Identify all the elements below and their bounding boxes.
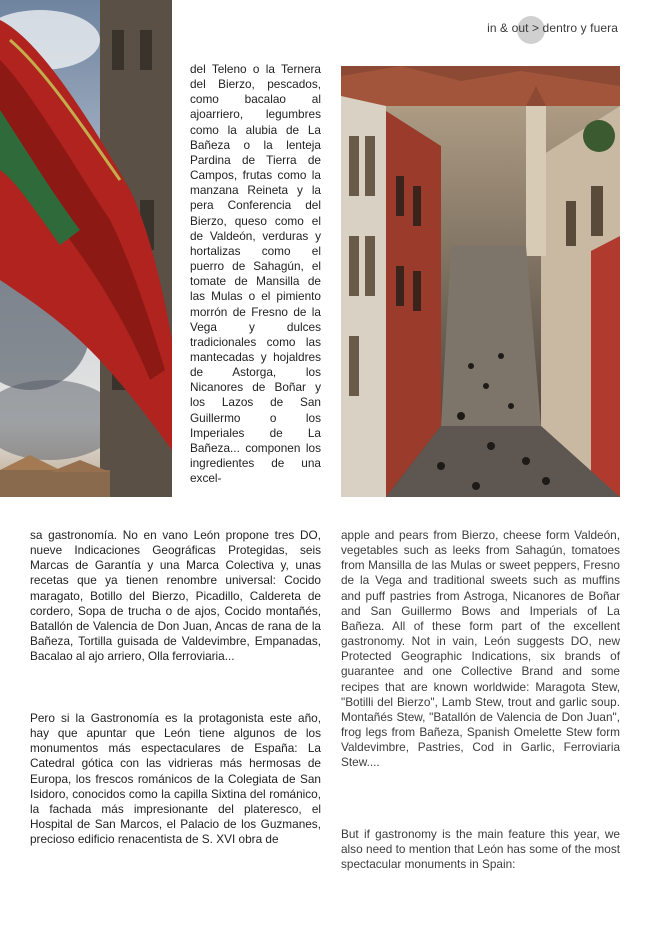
article-en-gastronomy: apple and pears from Bierzo, cheese form Valdeón, vegetables such as leeks from Sahagún, tomatoes from Mansilla de las Mulas or sweet peppers, Fresno de la Vega and traditional sweets such as muffins and puff pastries from Astroga, Nicanores de Boñar and San Guillermo Bows and Imperials of La Bañeza. All of these form part of the excellent gastronomy. Not in vain, León suggests DO, new Protected Geographic Indications, six brands of guarantee and one Collective Brand and some recipes that are known worldwide: Maragota Stew, "Botilli del Bierzo", Lamb Stew, trout and garlic soup. Montañés Stew, "Batallón de Valencia de Don Juan", frog legs from Bañeza, Spanish Omelette Stew form Valdevimbre, Pastries, Cod in Garlic, Ferroviaria Stew....: [341, 528, 620, 770]
section-label: [487, 21, 618, 35]
street-photo: [341, 66, 620, 497]
section-prefix: in & out: [487, 21, 529, 35]
article-es-gastronomy: sa gastronomía. No en vano León propone tres DO, nueve Indicaciones Geográficas Protegidas, seis Marcas de Garantía y una Marca Colectiva y, unas recetas que ya tienen renombre universal: Cocido maragato, Botillo del Bierzo, Picadillo, Caldereta de cordero, Sopa de trucha o de ajos, Cocido montañés, Batallón de Valencia de Don Juan, Ancas de rana de la Bañeza, Tortilla guisada de Valdevimbre, Empanadas, Bacalao al ajo arriero, Olla ferroviaria...: [30, 528, 321, 664]
article-es-monuments: Pero si la Gastronomía es la protagonista este año, hay que apuntar que León tiene algunos de los monumentos más espectaculares de España: La Catedral gótica con las vidrieras más hermosas de Europa, los frescos románicos de la Colegiata de San Isidoro, conocidos como la capilla Sixtina del románico, la fachada más impresionante del plateresco, el Hospital de San Marcos, el Palacio de los Guzmanes, precioso edificio renacentista de S. XVI obra de: [30, 711, 321, 847]
article-es-intro: del Teleno o la Ternera del Bierzo, pescados, como bacalao al ajoarriero, legumbres como la alubia de La Bañeza o la lenteja Pardina de Tierra de Campos, frutas como la manzana Reineta y la pera Conferencia del Bierzo, queso como el de Valdeón, verduras y hortalizas como el puerro de Sahagún, el tomate de Mansilla de las Mulas o el pimiento morrón de Fresno de la Vega y dulces tradicionales como las mantecadas y hojaldres de Astorga, los Nicanores de Boñar y los Lazos de San Guillermo o los Imperiales de La Bañeza... componen los ingredientes de una excel-: [190, 62, 321, 486]
section-suffix: > dentro y fuera: [532, 21, 618, 35]
article-en-monuments: But if gastronomy is the main feature this year, we also need to mention that León has some of the most spectacular monuments in Spain:: [341, 827, 620, 872]
flag-photo: [0, 0, 172, 497]
